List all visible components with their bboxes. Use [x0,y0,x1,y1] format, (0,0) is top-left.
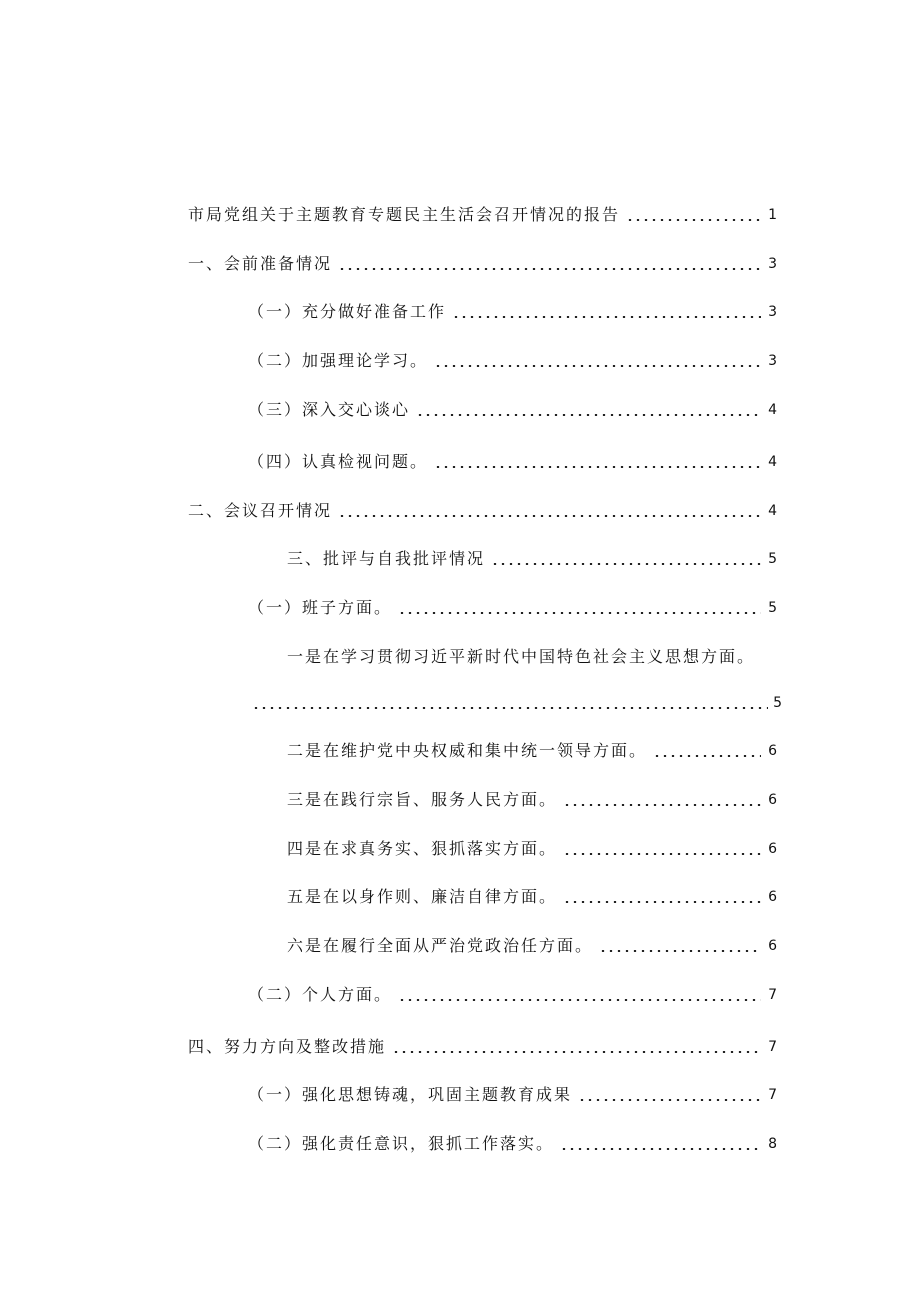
toc-leader-dots [452,316,761,318]
toc-entry-text: 三、批评与自我批评情况 [287,549,486,568]
toc-entry-text: 一、会前准备情况 [188,254,333,273]
toc-entry[interactable] [287,546,777,572]
toc-leader-dots [563,853,761,855]
toc-page-number: 6 [768,792,777,808]
toc-page-number: 6 [768,841,777,857]
toc-page-number: 7 [768,1087,777,1103]
toc-entry-text: 四是在求真务实、狠抓落实方面。 [287,839,558,858]
toc-entry-text: （四）认真检视问题。 [248,452,429,471]
toc-page-number: 6 [768,938,777,954]
toc-entry-text: 二是在维护党中央权威和集中统一领导方面。 [287,741,648,760]
toc-entry-text: （一）班子方面。 [248,598,393,617]
toc-entry[interactable] [248,595,777,621]
toc-entry-text: 五是在以身作则、廉洁自律方面。 [287,887,558,906]
toc-page-number: 3 [768,256,777,272]
toc-leader-dots [599,950,761,952]
toc-entry-text: 市局党组关于主题教育专题民主生活会召开情况的报告 [188,205,621,224]
toc-entry-text: 二、会议召开情况 [188,501,333,520]
toc-leader-dots [434,365,761,367]
toc-leader-dots [398,612,761,614]
toc-entry[interactable] [248,397,777,423]
toc-entry[interactable] [287,644,777,670]
toc-leader-dots [578,1099,761,1101]
toc-entry-text: （一）充分做好准备工作 [248,302,447,321]
toc-page-number: 3 [768,304,777,320]
toc-leader-dots [252,707,768,709]
toc-page-number: 1 [768,207,777,223]
toc-entry[interactable] [248,982,777,1008]
toc-entry[interactable] [287,738,777,764]
toc-page-number: 4 [768,402,777,418]
toc-leader-dots [338,515,761,517]
toc-page-number: 8 [768,1136,777,1152]
toc-page-number: 3 [768,353,777,369]
toc-entry-text: （二）加强理论学习。 [248,351,429,370]
toc-entry-text: （二）个人方面。 [248,985,393,1004]
toc-page-number: 5 [773,695,782,711]
toc-page-number: 6 [768,889,777,905]
toc-entry[interactable] [248,299,777,325]
toc-leader-dots [434,466,761,468]
toc-page-number: 4 [768,503,777,519]
toc-entry[interactable] [248,348,777,374]
toc-leader-dots [560,1148,761,1150]
toc-leader-dots [653,755,761,757]
toc-entry[interactable] [188,498,777,524]
toc-leader-dots [563,804,761,806]
toc-entry[interactable] [287,787,777,813]
toc-leader-dots [563,901,761,903]
toc-entry-text: 一是在学习贯彻习近平新时代中国特色社会主义思想方面。 [287,647,756,666]
toc-leader-dots [338,268,761,270]
toc-entry-text: （一）强化思想铸魂，巩固主题教育成果 [248,1085,573,1104]
toc-entry[interactable] [287,933,777,959]
toc-entry[interactable] [188,1034,777,1060]
toc-entry-text: （三）深入交心谈心 [248,400,411,419]
toc-page-number: 5 [768,551,777,567]
toc-entry[interactable] [248,1082,777,1108]
toc-leader-dots [491,563,761,565]
toc-leader-dots [398,999,761,1001]
toc-entry-text: 三是在践行宗旨、服务人民方面。 [287,790,558,809]
toc-page-number: 7 [768,1039,777,1055]
toc-entry[interactable] [248,449,777,475]
toc-entry[interactable] [188,202,777,228]
toc-entry[interactable] [248,1131,777,1157]
toc-entry-text: 六是在履行全面从严治党政治任方面。 [287,936,594,955]
toc-entry[interactable] [287,884,777,910]
toc-page-number: 5 [768,600,777,616]
toc-entry[interactable] [188,251,777,277]
toc-page-number: 7 [768,987,777,1003]
toc-page-number: 4 [768,454,777,470]
toc-entry-text: （二）强化责任意识，狠抓工作落实。 [248,1134,555,1153]
toc-leader-dots [626,219,761,221]
toc-entry[interactable] [287,836,777,862]
toc-entry-continuation[interactable] [252,690,782,716]
toc-leader-dots [392,1051,761,1053]
toc-leader-dots [416,414,761,416]
toc-entry-text: 四、努力方向及整改措施 [188,1037,387,1056]
toc-page-number: 6 [768,743,777,759]
